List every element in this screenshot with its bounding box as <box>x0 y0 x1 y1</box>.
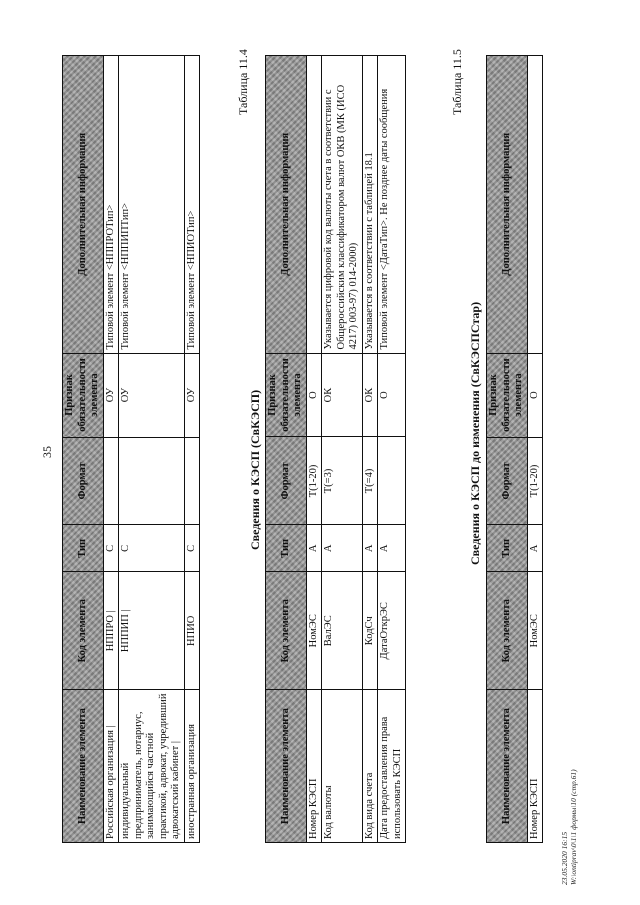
cell: Код вида счета <box>362 690 378 843</box>
cell: Код валюты <box>322 690 363 843</box>
cell: А <box>527 525 543 572</box>
cell: КодСч <box>362 572 378 690</box>
column-header: Признак обязательности элемента <box>487 353 528 437</box>
cell: ОУ <box>119 353 185 437</box>
page-number: 35 <box>40 446 54 458</box>
cell <box>184 437 200 525</box>
table-row <box>527 56 543 843</box>
cell: С <box>103 525 119 572</box>
cell: ВалЭС <box>322 572 363 690</box>
column-header: Наименование элемента <box>487 690 528 843</box>
cell: А <box>362 525 378 572</box>
cell: Типовой элемент <ДатаТип>. Не позднее даты сообщения <box>378 56 406 354</box>
cell: Номер КЭСП <box>527 690 543 843</box>
column-header: Код элемента <box>487 572 528 690</box>
table-row <box>362 56 378 843</box>
cell: ОК <box>322 353 363 437</box>
column-header: Признак обязательности элемента <box>63 353 104 437</box>
table-row <box>103 56 119 843</box>
footer-path: W:\ontiprav\0\1\1 формы\10 (стр.61) <box>569 769 578 885</box>
cell: О <box>527 353 543 437</box>
cell: НомЭС <box>306 572 322 690</box>
table-row <box>322 56 363 843</box>
column-header: Дополнительная информация <box>487 56 528 354</box>
column-header: Код элемента <box>63 572 104 690</box>
cell: Дата предоставления права использовать КЭСП <box>378 690 406 843</box>
cell: индивидуальный предприниматель, нотариус, занимающийся частной практикой, адвокат, учредивший адвокатский кабинет | <box>119 690 185 843</box>
cell: А <box>306 525 322 572</box>
cell <box>378 437 406 525</box>
cell: ОУ <box>184 353 200 437</box>
cell: Типовой элемент <НППРОТип> <box>103 56 119 354</box>
cell: НомЭС <box>527 572 543 690</box>
table-11-4 <box>62 55 200 843</box>
cell: О <box>378 353 406 437</box>
cell: НППИП | <box>119 572 185 690</box>
table-11-6 <box>486 55 543 843</box>
column-header: Признак обязательности элемента <box>266 353 307 437</box>
cell: T(=4) <box>362 437 378 525</box>
cell <box>119 437 185 525</box>
cell: ОУ <box>103 353 119 437</box>
column-header: Формат <box>63 437 104 525</box>
column-header: Тип <box>487 525 528 572</box>
column-header: Дополнительная информация <box>63 56 104 354</box>
cell: иностранная организация <box>184 690 200 843</box>
column-header: Формат <box>487 437 528 525</box>
cell: А <box>378 525 406 572</box>
table-11-6-title: Сведения о КЭСП до изменения (СвКЭСПСтар) <box>468 301 482 565</box>
cell: T(1-20) <box>527 437 543 525</box>
column-header: Тип <box>63 525 104 572</box>
cell: Типовой элемент <НППИПТип> <box>119 56 185 354</box>
cell: НППРО | <box>103 572 119 690</box>
cell <box>527 56 543 354</box>
column-header: Формат <box>266 437 307 525</box>
cell: T(=3) <box>322 437 363 525</box>
cell: ОК <box>362 353 378 437</box>
column-header: Наименование элемента <box>266 690 307 843</box>
table-row <box>184 56 200 843</box>
table-11-4-caption: Таблица 11.4 <box>236 49 250 115</box>
cell: ДатаОткрЭС <box>378 572 406 690</box>
footer-timestamp: 23.05.2020 16:15 <box>560 831 569 885</box>
table-row <box>306 56 322 843</box>
cell: О <box>306 353 322 437</box>
cell <box>103 437 119 525</box>
cell: Номер КЭСП <box>306 690 322 843</box>
cell: Указывается в соответствии с таблицей 18.1 <box>362 56 378 354</box>
cell: Указывается цифровой код валюты счета в соответствии с Общероссийским классификатором валют ОКВ (МК (ИСО 4217) 003-97) 014-2000) <box>322 56 363 354</box>
cell: T(1-20) <box>306 437 322 525</box>
column-header: Код элемента <box>266 572 307 690</box>
table-11-5-caption: Таблица 11.5 <box>450 49 464 115</box>
cell: С <box>184 525 200 572</box>
cell: А <box>322 525 363 572</box>
table-row <box>378 56 406 843</box>
table-row <box>119 56 185 843</box>
table-11-5 <box>265 55 406 843</box>
cell: Российская организация | <box>103 690 119 843</box>
table-11-5-title: Сведения о КЭСП (СвКЭСП) <box>248 389 262 550</box>
column-header: Наименование элемента <box>63 690 104 843</box>
column-header: Тип <box>266 525 307 572</box>
cell <box>306 56 322 354</box>
column-header: Дополнительная информация <box>266 56 307 354</box>
cell: С <box>119 525 185 572</box>
cell: Типовой элемент <НПИОТип> <box>184 56 200 354</box>
cell: НПИО <box>184 572 200 690</box>
footer-stamp <box>560 769 578 885</box>
